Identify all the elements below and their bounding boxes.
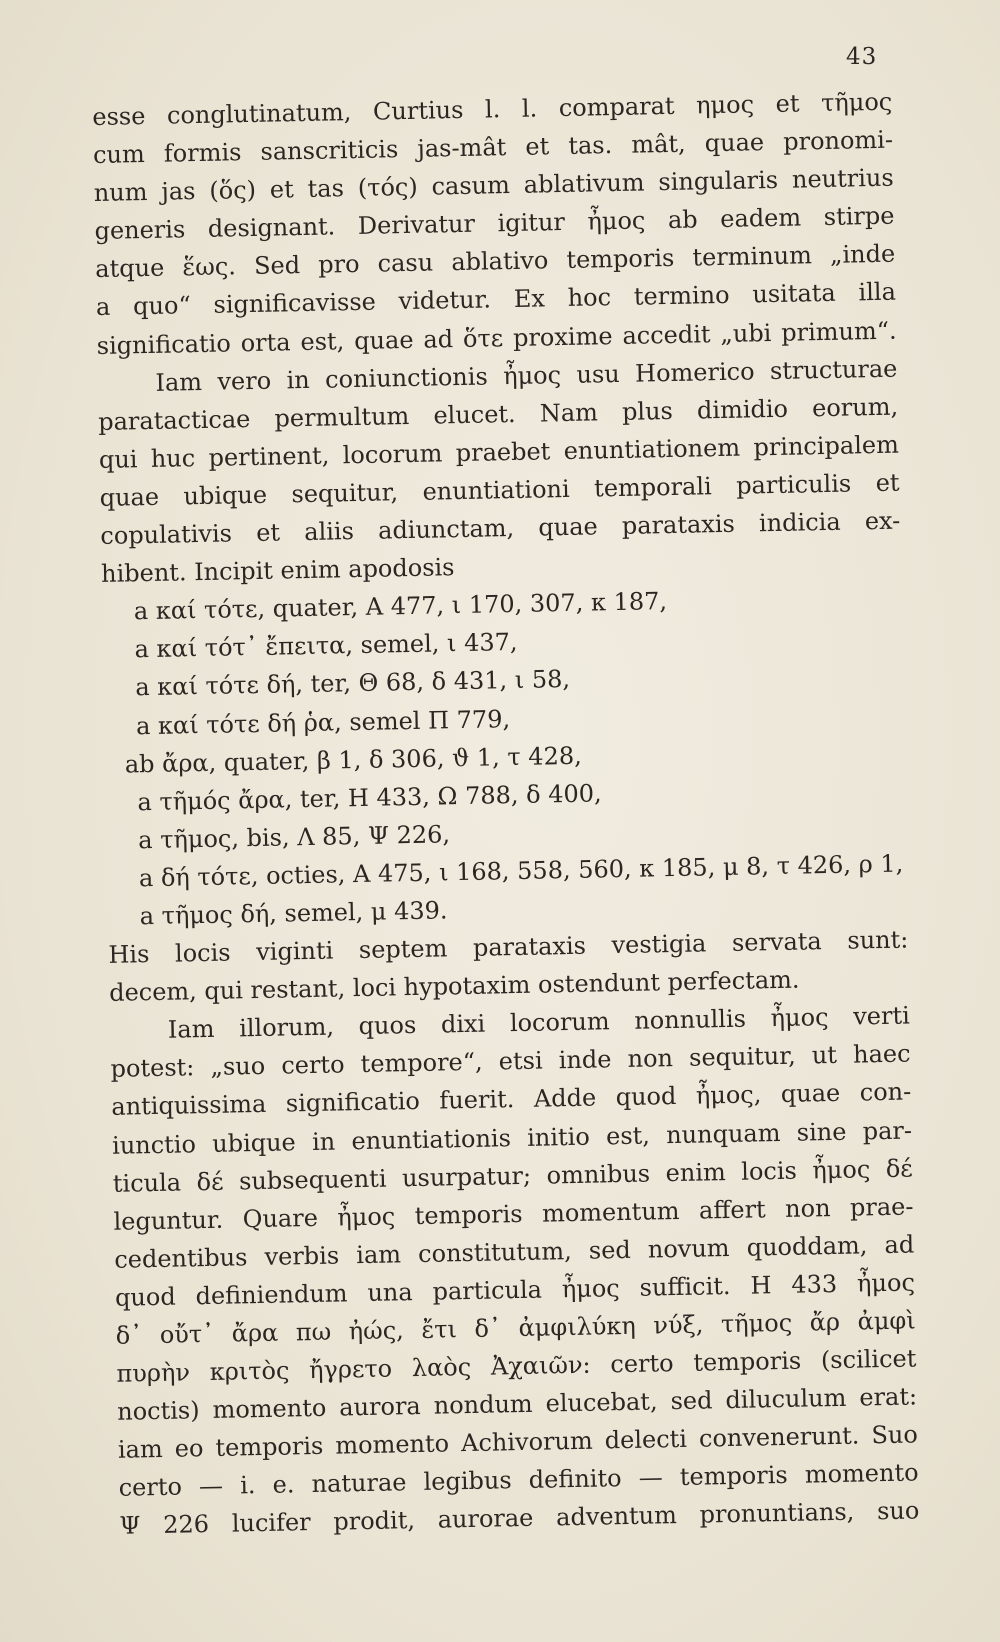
text-line: leguntur. Quare ἦμος temporis momentum affert non prae-: [113, 1192, 914, 1236]
text-line: quod definiendum una particula ἦμος sufficit. Η 433 ἦμος: [114, 1268, 916, 1312]
text-line: qui huc pertinent, locorum praebet enuntiationem principalem: [98, 430, 900, 474]
text-line: a τῆμος, bis, Λ 85, Ψ 226,: [137, 820, 451, 855]
text-line: atque ἕως. Sed pro casu ablativo temporis terminum „inde: [95, 239, 896, 284]
text-line: antiquissima significatio fuerit. Adde quod ἦμος, quae con-: [111, 1077, 912, 1122]
text-line: a δή τότε, octies, A 475, ι 168, 558, 560, κ 185, μ 8, τ 426, ρ 1,: [138, 849, 904, 893]
text-line: significatio orta est, quae ad ὅτε proxime accedit „ubi primum“.: [96, 316, 897, 360]
text-line: ab ἄρα, quater, β 1, δ 306, ϑ 1, τ 428,: [124, 741, 582, 779]
text-line: iam eo temporis momento Achivorum delecti convenerunt. Suo: [117, 1420, 919, 1465]
text-line: cedentibus verbis iam constitutum, sed novum quoddam, ad: [114, 1230, 915, 1274]
page-number: 43: [846, 44, 878, 70]
text-line: hibent. Incipit enim apodosis: [100, 553, 455, 589]
text-line: decem, qui restant, loci hypotaxim ostendunt perfectam.: [108, 965, 800, 1007]
text-line: His locis viginti septem parataxis vestigia servata sunt:: [108, 925, 909, 969]
text-line: iunctio ubique in enuntiationis initio est, nunquam sine par-: [111, 1115, 913, 1160]
text-line: a quo“ significavisse videtur. Ex hoc termino usitata illa: [95, 278, 897, 322]
text-line: Ψ 226 lucifer prodit, aurorae adventum pronuntians, suo: [119, 1496, 920, 1541]
body-text: [92, 83, 920, 1546]
text-line: ticula δέ subsequenti usurpatur; omnibus enim locis ἦμος δέ: [112, 1154, 913, 1198]
text-line: a τῆμος δή, semel, μ 439.: [139, 896, 448, 931]
text-line: Iam illorum, quos dixi locorum nonnullis ἦμος verti: [167, 1001, 911, 1044]
text-line: copulativis et aliis adiunctam, quae parataxis indicia ex-: [100, 506, 901, 550]
text-line: cum formis sanscriticis jas-mât et tas. mât, quae pronomi-: [92, 125, 894, 170]
text-line: certo — i. e. naturae legibus definito — temporis momento: [118, 1458, 919, 1503]
text-line: esse conglutinatum, Curtius l. l. comparat ημος et τῆμος: [92, 87, 893, 131]
text-line: quae ubique sequitur, enuntiationi temporali particulis et: [99, 468, 900, 512]
text-line: a καί τότε, quater, A 477, ι 170, 307, κ 187,: [133, 587, 668, 626]
text-line: potest: „suo certo tempore“, etsi inde non sequitur, ut haec: [110, 1039, 911, 1084]
text-line: a καί τότε δή ῥα, semel Π 779,: [135, 704, 511, 740]
text-line: a καί τότ᾽ ἔπειτα, semel, ι 437,: [134, 628, 518, 664]
text-line: a τῆμός ἄρα, ter, Η 433, Ω 788, δ 400,: [137, 779, 602, 816]
text-line: paratacticae permultum elucet. Nam plus dimidio eorum,: [97, 392, 899, 436]
text-line: δ᾽ οὔτ᾽ ἄρα πω ἠώς, ἔτι δ᾽ ἀμφιλύκη νύξ, τῆμος ἄρ ἀμφὶ: [115, 1306, 916, 1350]
text-line: πυρὴν κριτὸς ἤγρετο λαὸς Ἀχαιῶν: certo temporis (scilicet: [116, 1344, 917, 1388]
text-line: Iam vero in coniunctionis ἦμος usu Homerico structurae: [155, 354, 898, 397]
text-line: generis designant. Derivatur igitur ἦμος ab eadem stirpe: [94, 201, 895, 246]
text-line: num jas (ὅς) et tas (τός) casum ablativum singularis neutrius: [93, 163, 894, 208]
text-line: noctis) momento aurora nondum elucebat, sed diluculum erat:: [116, 1382, 918, 1426]
text-line: a καί τότε δή, ter, Θ 68, δ 431, ι 58,: [135, 665, 571, 702]
